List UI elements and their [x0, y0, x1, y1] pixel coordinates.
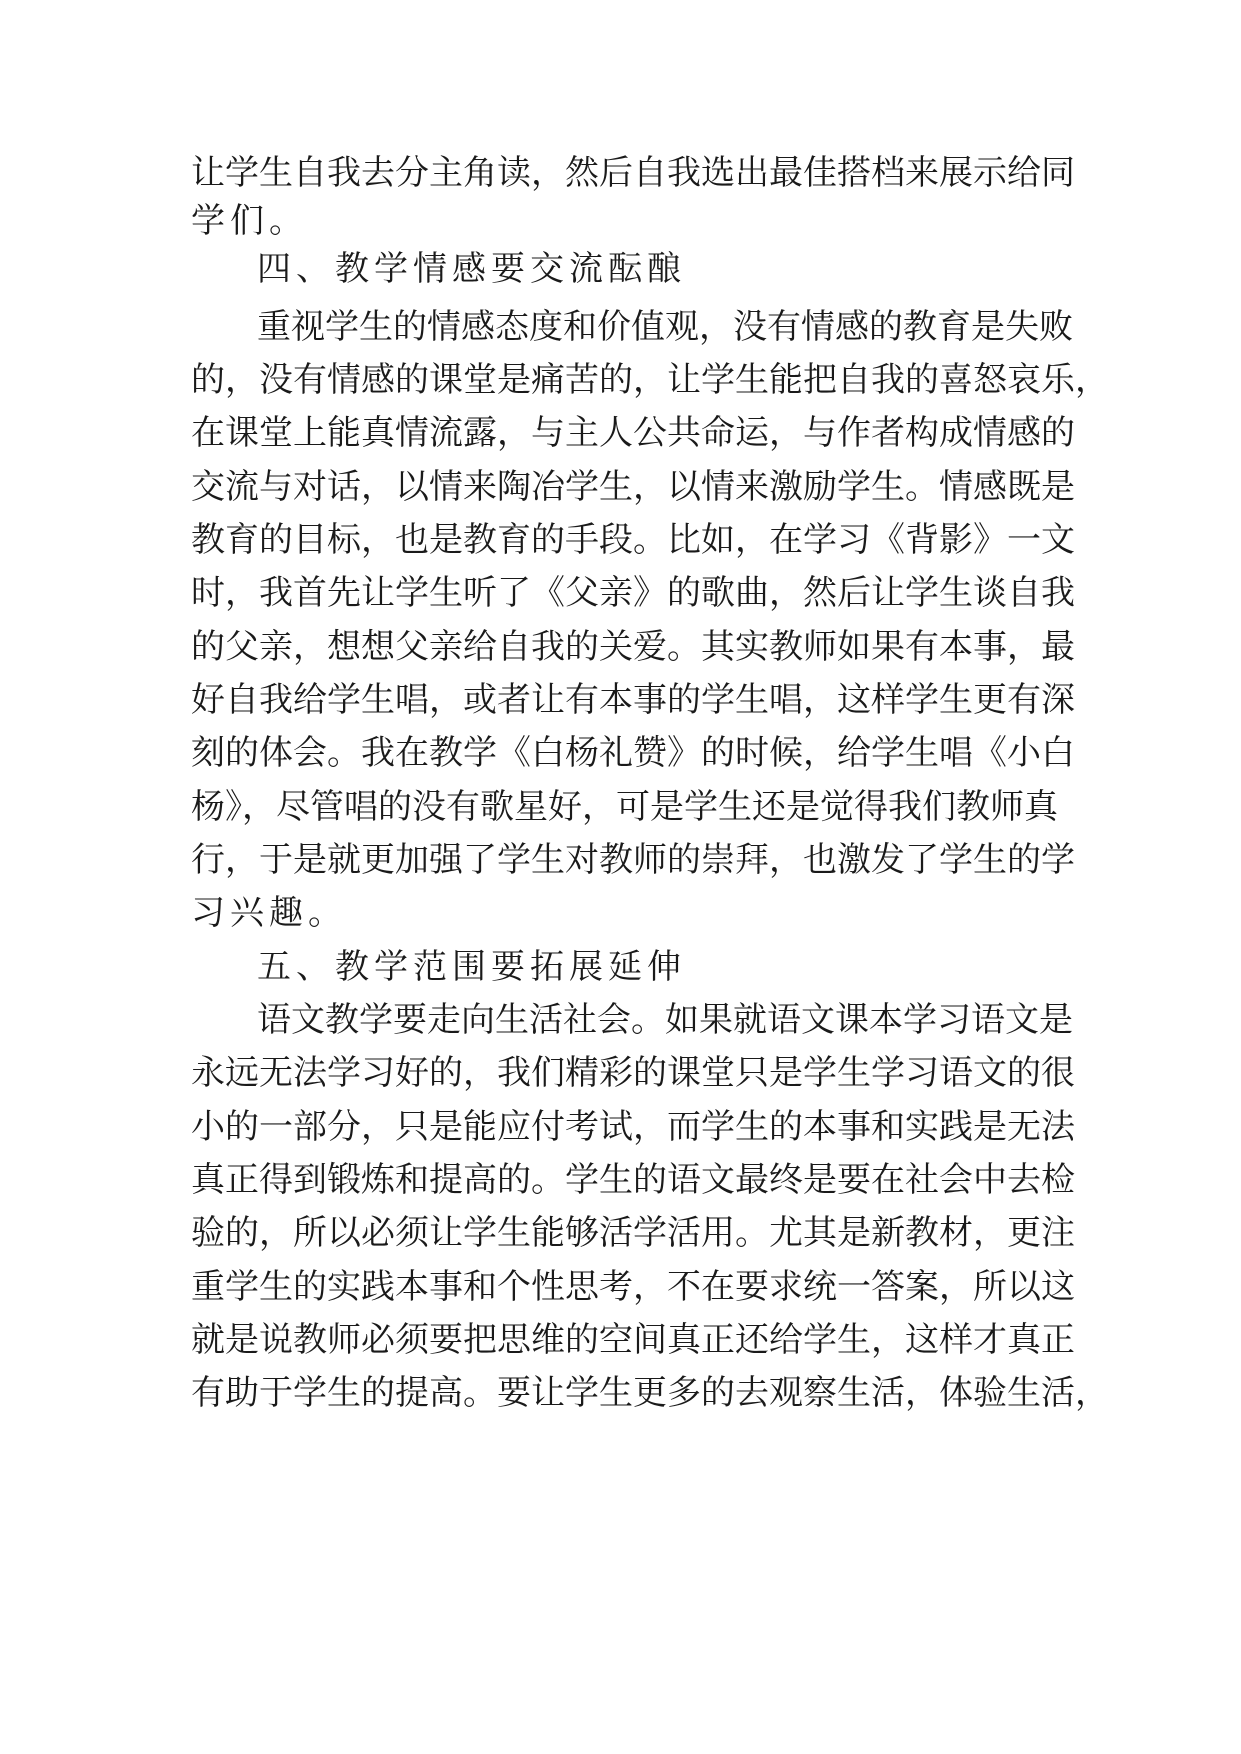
body-text-line: 的父亲，想想父亲给自我的关爱。其实教师如果有本事，最 — [191, 627, 1075, 667]
body-text-line: 学们。 — [191, 201, 308, 241]
body-text-line: 就是说教师必须要把思维的空间真正还给学生，这样才真正 — [191, 1320, 1075, 1360]
body-text-line: 重视学生的情感态度和价值观，没有情感的教育是失败 — [257, 307, 1073, 347]
body-text-line: 验的，所以必须让学生能够活学活用。尤其是新教材，更注 — [191, 1213, 1075, 1253]
body-text-line: 真正得到锻炼和提高的。学生的语文最终是要在社会中去检 — [191, 1160, 1075, 1200]
section-heading: 四、教学情感要交流酝酿 — [257, 249, 686, 289]
section-heading: 五、教学范围要拓展延伸 — [257, 947, 686, 987]
body-text-line: 习兴趣。 — [191, 893, 347, 933]
body-text-line: 时，我首先让学生听了《父亲》的歌曲，然后让学生谈自我 — [191, 573, 1075, 613]
body-text-line: 永远无法学习好的，我们精彩的课堂只是学生学习语文的很 — [191, 1053, 1075, 1093]
body-text-line: 有助于学生的提高。要让学生更多的去观察生活，体验生活， — [191, 1373, 1109, 1413]
body-text-line: 教育的目标，也是教育的手段。比如，在学习《背影》一文 — [191, 520, 1075, 560]
body-text-line: 语文教学要走向生活社会。如果就语文课本学习语文是 — [257, 1000, 1073, 1040]
body-text-line: 杨》，尽管唱的没有歌星好，可是学生还是觉得我们教师真 — [191, 787, 1058, 827]
body-text-line: 重学生的实践本事和个性思考，不在要求统一答案，所以这 — [191, 1267, 1075, 1307]
body-text-line: 让学生自我去分主角读，然后自我选出最佳搭档来展示给同 — [191, 153, 1075, 193]
body-text-line: 刻的体会。我在教学《白杨礼赞》的时候，给学生唱《小白 — [191, 733, 1075, 773]
body-text-line: 小的一部分，只是能应付考试，而学生的本事和实践是无法 — [191, 1107, 1075, 1147]
body-text-line: 的，没有情感的课堂是痛苦的，让学生能把自我的喜怒哀乐， — [191, 360, 1109, 400]
body-text-line: 交流与对话，以情来陶冶学生，以情来激励学生。情感既是 — [191, 467, 1075, 507]
body-text-line: 好自我给学生唱，或者让有本事的学生唱，这样学生更有深 — [191, 680, 1075, 720]
body-text-line: 在课堂上能真情流露，与主人公共命运，与作者构成情感的 — [191, 413, 1075, 453]
body-text-line: 行，于是就更加强了学生对教师的崇拜，也激发了学生的学 — [191, 840, 1075, 880]
